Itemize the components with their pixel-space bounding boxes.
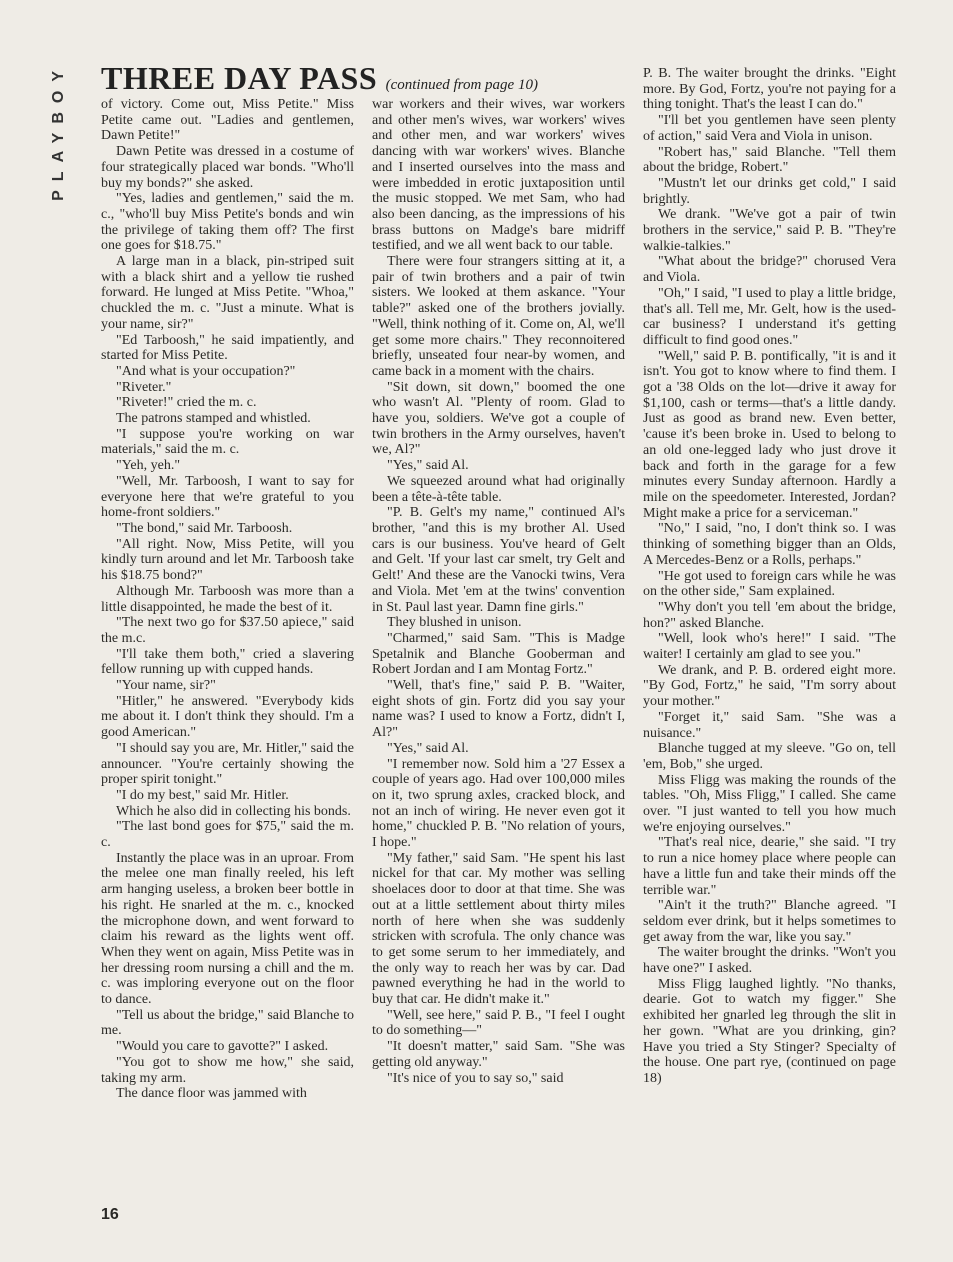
article-paragraph: They blushed in unison. [387,615,522,631]
article-paragraph: "Yes," said Al. [387,740,469,756]
article-paragraph: We squeezed around what had originally been a tête-à-tête table. [372,473,625,505]
article-headline [101,60,538,97]
article-paragraph: "Why don't you tell 'em about the bridge, hon?" asked Blanche. [643,599,896,631]
article-paragraph: "The next two go for $37.50 apiece," said the m.c. [101,615,354,646]
magazine-name-vertical: PLAYBOY [50,62,67,201]
article-paragraph: "Yes," said Al. [387,458,469,474]
article-paragraph: "I do my best," said Mr. Hitler. [116,787,289,803]
article-paragraph: "What about the bridge?" chorused Vera and Viola. [643,254,896,286]
article-paragraph: Blanche tugged at my sleeve. "Go on, tell 'em, Bob," she urged. [643,741,896,772]
text-column-2 [372,97,625,1086]
article-paragraph: "I remember now. Sold him a '27 Essex a couple of years ago. Had over 100,000 miles on it, two sprung axles, cracked block, and not an inch of wiring. He never even got it home," chuckled P. B. "No relation of yours, I hope." [372,756,625,851]
article-paragraph: "You got to show me how," she said, taking my arm. [101,1054,354,1086]
article-paragraph: Dawn Petite was dressed in a costume of four strategically placed war bonds. "Who'll buy my bonds?" she asked. [101,144,354,191]
article-paragraph: of victory. Come out, Miss Petite." Miss Petite came out. "Ladies and gentlemen, Dawn Petite!" [101,97,354,144]
article-paragraph: The patrons stamped and whistled. [116,411,311,427]
article-paragraph: "I'll bet you gentlemen have seen plenty of action," said Vera and Viola in unison. [643,113,896,144]
article-paragraph: "It doesn't matter," said Sam. "She was getting old anyway." [372,1039,625,1070]
article-paragraph: "I suppose you're working on war materials," said the m. c. [101,426,354,458]
article-paragraph: "Oh," I said, "I used to play a little bridge, that's all. Tell me, Mr. Gelt, how is the used-car business? I understand it's getting difficult to find good ones." [643,285,896,348]
article-paragraph: "Tell us about the bridge," said Blanche to me. [101,1007,354,1039]
text-column-3 [643,66,896,1087]
article-paragraph: "Forget it," said Sam. "She was a nuisance." [643,709,896,741]
article-paragraph: "Well, look who's here!" I said. "The waiter! I certainly am glad to see you." [643,631,896,663]
article-paragraph: "I should say you are, Mr. Hitler," said the announcer. "You're certainly showing the proper spirit tonight." [101,740,354,788]
article-paragraph: The waiter brought the drinks. "Won't you have one?" I asked. [643,945,896,977]
article-paragraph: "Your name, sir?" [116,678,216,694]
article-paragraph: "Charmed," said Sam. "This is Madge Spetalnik and Blanche Gooberman and Robert Jordan and I am Montag Fortz." [372,630,625,678]
article-paragraph: Which he also did in collecting his bonds. [116,803,351,819]
article-paragraph: "P. B. Gelt's my name," continued Al's brother, "and this is my brother Al. Used cars is our business. You've heard of Gelt and Gelt. 'If your last car smelt, try Gelt and Gelt!' And these are the Vanocki twins, Vera and Viola. Met 'em at the twins' convention in St. Paul last year. Damn fine girls." [372,505,625,615]
text-column-1 [101,97,354,1102]
article-paragraph: Miss Fligg laughed lightly. "No thanks, dearie. Got to watch my figger." She exhibited her gnarled leg through the slit in her gown. "What are you drinking, gin? Have you tried a Sty Stinger? Specialty of the house. One part rye, (continued on page 18) [643,976,896,1086]
continuation-note: (continued from page 10) [385,77,538,93]
article-paragraph: "No," I said, "no, I don't think so. I was thinking of something bigger than an Olds, A Mercedes-Benz or a Rolls, perhaps." [643,521,896,568]
article-paragraph: "Riveter." [116,379,172,395]
article-paragraph: "Well," said P. B. pontifically, "it is and it isn't. You got to know where to find them. I got a '38 Olds on the lot—drive it away for $1,100, cash or terms—that's a little dandy. Just as good as brand new. Even better, 'cause it's been broke in. Used to belong to an old one-legged lady who just drove it back and forth in the garage for a few minutes every Sunday afternoon. Hardly a mile on the speedometer. Interested, Jordan? Might make a price for a serviceman." [643,348,896,521]
article-paragraph: "Mustn't let our drinks get cold," I said brightly. [643,175,896,207]
article-paragraph: "Yes, ladies and gentlemen," said the m. c., "who'll buy Miss Petite's bonds and win the privilege of taking them off? The first one goes for $18.75." [101,191,354,254]
article-paragraph: We drank, and P. B. ordered eight more. "By God, Fortz," he said, "I'm sorry about your mother." [643,662,896,710]
article-paragraph: Miss Fligg was making the rounds of the tables. "Oh, Miss Fligg," I called. She came over. "I just wanted to tell you how much we're enjoying ourselves." [643,772,896,835]
article-paragraph: There were four strangers sitting at it, a pair of twin brothers and a pair of twin sisters. We looked at them askance. "Your table?" asked one of the brothers jovially. "Well, think nothing of it. Come on, Al, we'll get some more chairs." They reconnoitered briefly, unseated four near-by women, and came back in a moment with the chairs. [372,254,625,379]
article-paragraph: "Would you care to gavotte?" I asked. [116,1039,329,1055]
article-paragraph: "The bond," said Mr. Tarboosh. [116,520,293,536]
article-paragraph: "Ain't it the truth?" Blanche agreed. "I seldom ever drink, but it helps sometimes to get away from the war, like you say." [643,898,896,945]
article-paragraph: P. B. The waiter brought the drinks. "Eight more. By God, Fortz, you're not paying for a thing tonight. That's the least I can do." [643,66,896,113]
article-paragraph: war workers and their wives, war workers and other men's wives, war workers' wives and other men, and war workers' wives dancing with war workers' wives. Blanche and I inserted ourselves into the mass and were imbedded in erotic juxtaposition until the music stopped. We met Sam, who had also been dancing, as the impressions of his brass buttons on Madge's bare midriff testified, and we all went back to our table. [372,97,625,254]
article-paragraph: "Ed Tarboosh," he said impatiently, and started for Miss Petite. [101,332,354,364]
article-paragraph: "That's real nice, dearie," she said. "I try to run a nice homey place where people can have a little fun and take their minds off the terrible war." [643,835,896,898]
article-paragraph: A large man in a black, pin-striped suit with a black shirt and a yellow tie rushed forward. He lunged at Miss Petite. "Whoa," chuckled the m. c. "Just a minute. What is your name, sir?" [101,254,354,332]
page-number: 16 [101,1206,119,1223]
article-paragraph: "My father," said Sam. "He spent his last nickel for that car. My mother was selling shoelaces door to door at that time. She was out at a little settlement about thirty miles north of here when she was suddenly stricken with scrofula. The only chance was to get some serum to her immediately, and the only way to reach her was by car. Dad pawned everything he had in the world to buy that car. He didn't make it." [372,850,625,1008]
article-paragraph: "Hitler," he answered. "Everybody kids me about it. I don't think they should. I'm a good American." [101,693,354,741]
article-paragraph: "All right. Now, Miss Petite, will you kindly turn around and let Mr. Tarboosh take his $18.75 bond?" [101,536,354,584]
article-paragraph: "Riveter!" cried the m. c. [116,395,257,411]
article-paragraph: "Well, see here," said P. B., "I feel I ought to do something—" [372,1007,625,1039]
article-paragraph: "Well, that's fine," said P. B. "Waiter, eight shots of gin. Fortz did you say your name was? I used to know a Fortz, didn't I, Al?" [372,678,625,741]
article-paragraph: The dance floor was jammed with [116,1086,307,1102]
article-paragraph: "I'll take them both," cried a slavering fellow running up with cupped hands. [101,646,354,678]
article-paragraph: "Sit down, sit down," boomed the one who wasn't Al. "Plenty of room. Glad to have you, soldiers. We've got a couple of twin brothers in the Army ourselves, haven't we, Al?" [372,379,625,458]
article-paragraph: "The last bond goes for $75," said the m. c. [101,819,354,851]
article-paragraph: "He got used to foreign cars while he was on the other side," Sam explained. [643,568,896,600]
article-paragraph: We drank. "We've got a pair of twin brothers in the service," said P. B. "They're walkie-talkies." [643,207,896,254]
article-paragraph: "Well, Mr. Tarboosh, I want to say for everyone here that we're grateful to you home-front soldiers." [101,473,354,521]
headline-title: THREE DAY PASS [101,60,378,96]
article-paragraph: "It's nice of you to say so," said [387,1070,564,1086]
article-paragraph: Instantly the place was in an uproar. From the melee one man finally reeled, his left arm hanging useless, a broken beer bottle in his right. He snarled at the m. c., knocked the microphone down, and went forward to claim his reward as the lights went off. When they went on again, Miss Petite was in her dressing room nursing a chill and the m. c. was imploring everyone out on the floor to dance. [101,850,354,1008]
article-paragraph: Although Mr. Tarboosh was more than a little disappointed, he made the best of it. [101,583,354,615]
article-paragraph: "Yeh, yeh." [116,458,181,474]
article-paragraph: "And what is your occupation?" [116,363,296,379]
article-paragraph: "Robert has," said Blanche. "Tell them about the bridge, Robert." [643,144,896,176]
